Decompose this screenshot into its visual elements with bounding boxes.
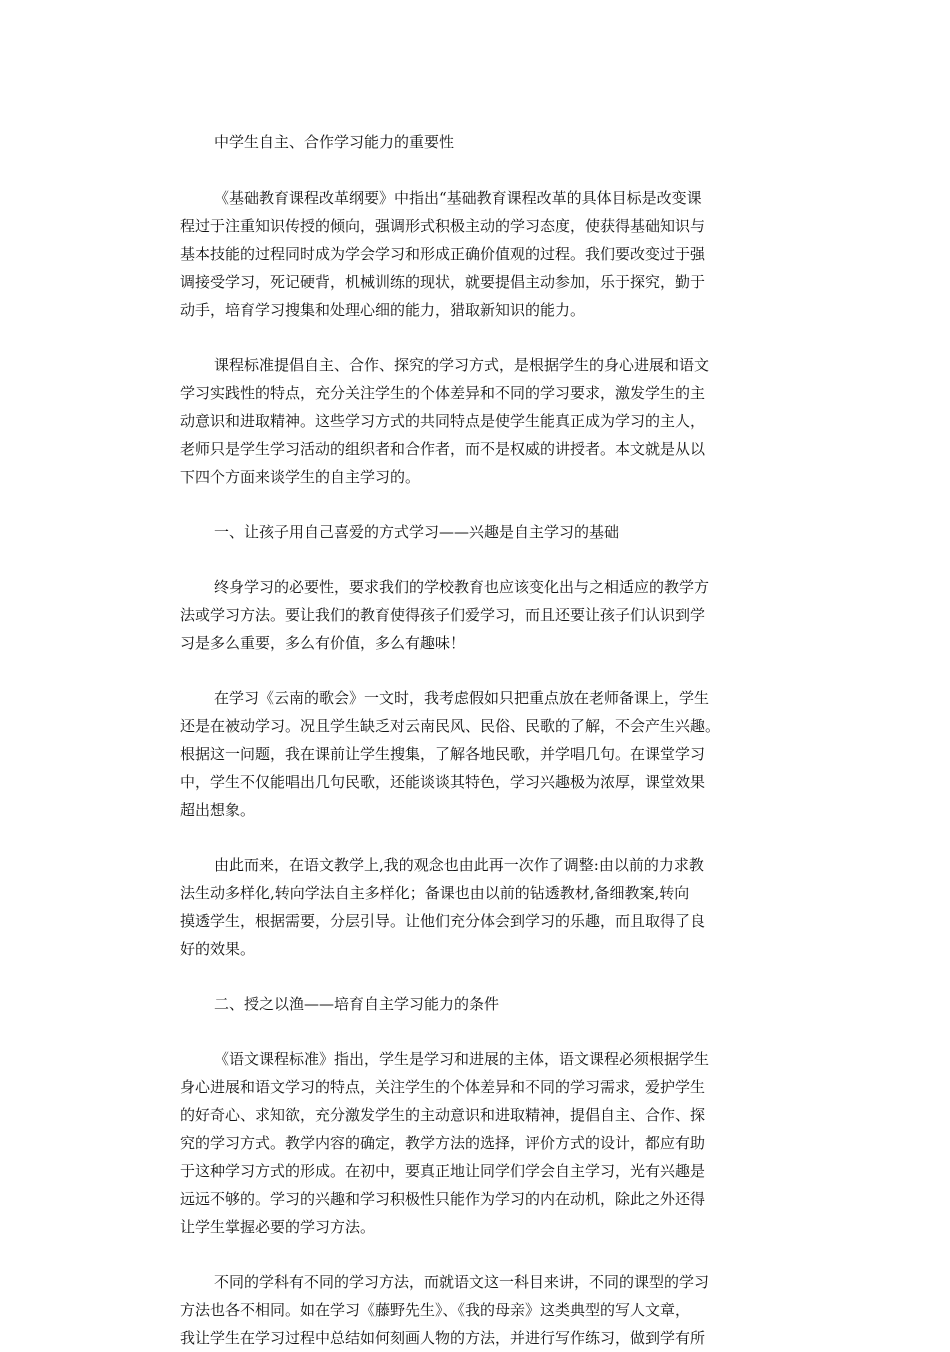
paragraph-line: 方法也各不相同。如在学习《藤野先生》、《我的母亲》这类典型的写人文章， xyxy=(180,1301,691,1319)
paragraph-line: 好的效果。 xyxy=(180,940,256,958)
paragraph-line: 摸透学生，根据需要，分层引导。让他们充分体会到学习的乐趣，而且取得了良 xyxy=(180,912,706,930)
paragraph-line: 习是多么重要，多么有价值，多么有趣味！ xyxy=(180,634,466,652)
paragraph-line: 老师只是学生学习活动的组织者和合作者，而不是权威的讲授者。本文就是从以 xyxy=(180,440,706,458)
paragraph-line: 根据这一问题，我在课前让学生搜集，了解各地民歌，并学唱几句。在课堂学习 xyxy=(180,745,706,763)
paragraph-line: 课程标准提倡自主、合作、探究的学习方式，是根据学生的身心进展和语文 xyxy=(214,356,710,374)
paragraph xyxy=(180,351,780,491)
paragraph-line: 调接受学习，死记硬背，机械训练的现状，就要提倡主动参加，乐于探究，勤于 xyxy=(180,273,706,291)
paragraph-line: 动意识和进取精神。这些学习方式的共同特点是使学生能真正成为学习的主人， xyxy=(180,412,706,430)
paragraph-line: 《语文课程标准》指出，学生是学习和进展的主体，语文课程必须根据学生 xyxy=(214,1050,710,1068)
paragraph-line: 还是在被动学习。况且学生缺乏对云南民风、民俗、民歌的了解，不会产生兴趣。 xyxy=(180,717,721,735)
paragraph xyxy=(180,184,780,324)
paragraph xyxy=(180,573,780,657)
paragraph-line: 在学习《云南的歌会》一文时，我考虑假如只把重点放在老师备课上，学生 xyxy=(214,689,710,707)
paragraph-line: 法或学习方法。要让我们的教育使得孩子们爱学习，而且还要让孩子们认识到学 xyxy=(180,606,706,624)
paragraph-line: 下四个方面来谈学生的自主学习的。 xyxy=(180,468,421,486)
paragraph-line: 究的学习方式。教学内容的确定，教学方法的选择，评价方式的设计，都应有助 xyxy=(180,1134,706,1152)
paragraph-line: 由此而来，在语文教学上,我的观念也由此再一次作了调整:由以前的力求教 xyxy=(214,856,704,874)
paragraph-line: 终身学习的必要性，要求我们的学校教育也应该变化出与之相适应的教学方 xyxy=(214,578,710,596)
paragraph-line: 身心进展和语文学习的特点，关注学生的个体差异和不同的学习需求，爱护学生 xyxy=(180,1078,706,1096)
paragraph-line: 让学生掌握必要的学习方法。 xyxy=(180,1218,376,1236)
paragraph-line: 基本技能的过程同时成为学会学习和形成正确价值观的过程。我们要改变过于强 xyxy=(180,245,706,263)
paragraph-line: 中，学生不仅能唱出几句民歌，还能谈谈其特色，学习兴趣极为浓厚，课堂效果 xyxy=(180,773,706,791)
document-page xyxy=(180,128,780,1352)
section-heading: 二、授之以渔——培育自主学习能力的条件 xyxy=(214,995,500,1013)
paragraph-line: 远远不够的。学习的兴趣和学习积极性只能作为学习的内在动机，除此之外还得 xyxy=(180,1190,706,1208)
paragraph xyxy=(180,1045,780,1241)
paragraph-line: 《基础教育课程改革纲要》中指出“基础教育课程改革的具体目标是改变课 xyxy=(214,189,702,207)
paragraph-line: 不同的学科有不同的学习方法，而就语文这一科目来讲，不同的课型的学习 xyxy=(214,1273,710,1291)
paragraph-line: 法生动多样化,转向学法自主多样化；备课也由以前的钻透教材,备细教案,转向 xyxy=(180,884,690,902)
paragraph-line: 动手，培育学习搜集和处理心细的能力，猎取新知识的能力。 xyxy=(180,301,586,319)
paragraph-line: 于这种学习方式的形成。在初中，要真正地让同学们学会自主学习，光有兴趣是 xyxy=(180,1162,706,1180)
document-body xyxy=(180,184,780,1352)
paragraph-line: 我让学生在学习过程中总结如何刻画人物的方法，并进行写作练习，做到学有所 xyxy=(180,1329,706,1347)
paragraph-line: 学习实践性的特点，充分关注学生的个体差异和不同的学习要求，激发学生的主 xyxy=(180,384,706,402)
paragraph xyxy=(180,851,780,963)
paragraph xyxy=(180,1268,780,1352)
document-title: 中学生自主、合作学习能力的重要性 xyxy=(214,133,455,151)
paragraph-line: 超出想象。 xyxy=(180,801,256,819)
section-heading: 一、让孩子用自己喜爱的方式学习——兴趣是自主学习的基础 xyxy=(214,523,620,541)
paragraph-line: 的好奇心、求知欲，充分激发学生的主动意识和进取精神，提倡自主、合作、探 xyxy=(180,1106,706,1124)
paragraph xyxy=(180,684,780,824)
paragraph-line: 程过于注重知识传授的倾向，强调形式积极主动的学习态度，使获得基础知识与 xyxy=(180,217,706,235)
